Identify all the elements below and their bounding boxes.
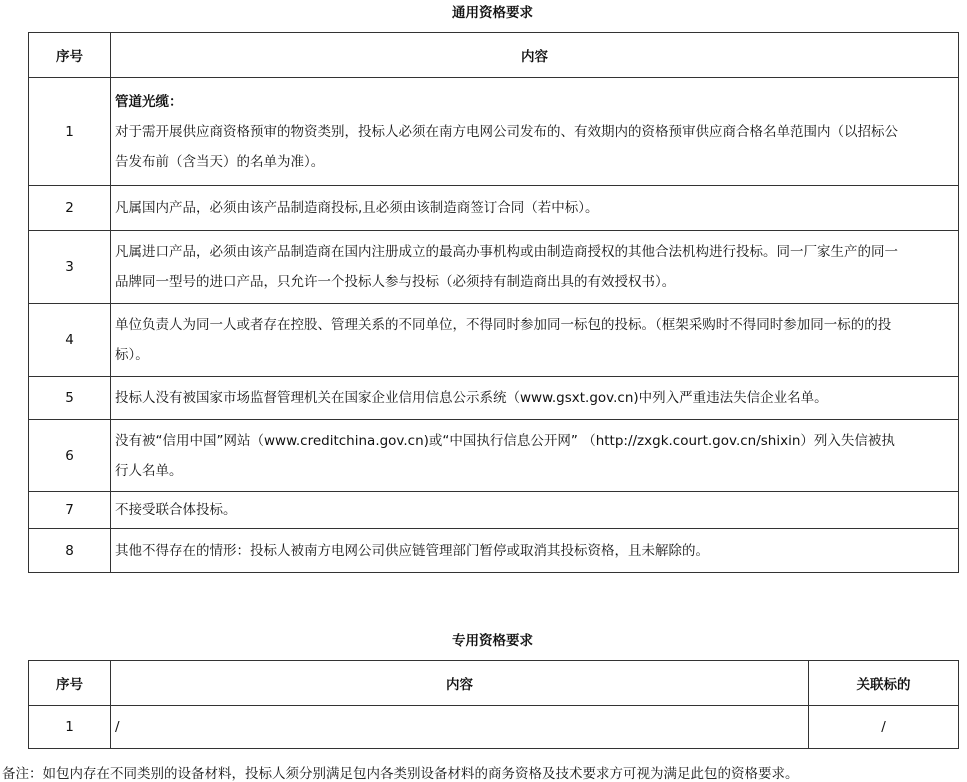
row-content	[111, 231, 959, 304]
row-content: /	[111, 706, 809, 749]
header-seq: 序号	[29, 33, 111, 78]
row-seq: 2	[29, 186, 111, 231]
table-row	[29, 78, 959, 186]
row-text-line: 凡属进口产品，必须由该产品制造商在国内注册成立的最高办事机构或由制造商授权的其他合法机构进行投标。同一厂家生产的同一	[115, 244, 898, 260]
row-seq: 1	[29, 78, 111, 186]
general-requirements-table	[28, 32, 959, 573]
header-related: 关联标的	[809, 661, 959, 706]
table-row	[29, 377, 959, 420]
general-requirements-caption: 通用资格要求	[452, 5, 533, 21]
table-row	[29, 529, 959, 573]
row-seq: 5	[29, 377, 111, 420]
row-content	[111, 492, 959, 529]
footnote: 备注：如包内存在不同类别的设备材料，投标人须分别满足包内各类别设备材料的商务资格及技术要求方可视为满足此包的资格要求。	[2, 766, 799, 782]
table-row	[29, 420, 959, 492]
row-content	[111, 377, 959, 420]
row-text-line: 单位负责人为同一人或者存在控股、管理关系的不同单位，不得同时参加同一标包的投标。（框架采购时不得同时参加同一标的的投	[115, 317, 892, 333]
row-content	[111, 529, 959, 573]
table-row	[29, 304, 959, 377]
row-text-line: 对于需开展供应商资格预审的物资类别，投标人必须在南方电网公司发布的、有效期内的资格预审供应商合格名单范围内（以招标公	[115, 123, 898, 140]
header-seq: 序号	[29, 661, 111, 706]
header-content: 内容	[111, 661, 809, 706]
row-text-line: 没有被“信用中国”网站（www.creditchina.gov.cn)或“中国执行信息公开网” （http://zxgk.court.gov.cn/shixin）列入失信被执	[115, 432, 895, 449]
row-text-line: 凡属国内产品，必须由该产品制造商投标,且必须由该制造商签订合同（若中标）。	[115, 200, 599, 216]
row-content	[111, 186, 959, 231]
special-requirements-table	[28, 660, 959, 749]
row-seq: 7	[29, 492, 111, 529]
row-subtitle: 管道光缆：	[115, 93, 183, 110]
row-seq: 8	[29, 529, 111, 573]
row-text-line: 其他不得存在的情形：投标人被南方电网公司供应链管理部门暂停或取消其投标资格，且未解除的。	[115, 542, 709, 559]
row-content	[111, 78, 959, 186]
row-text-line: 不接受联合体投标。	[115, 502, 237, 518]
row-content	[111, 420, 959, 492]
row-seq: 3	[29, 231, 111, 304]
row-related: /	[809, 706, 959, 749]
row-seq: 4	[29, 304, 111, 377]
table-row	[29, 492, 959, 529]
row-seq: 6	[29, 420, 111, 492]
special-requirements-caption: 专用资格要求	[452, 633, 533, 649]
row-text-line: 品牌同一型号的进口产品，只允许一个投标人参与投标（必须持有制造商出具的有效授权书）。	[115, 274, 676, 290]
table-row	[29, 706, 959, 749]
row-text-line: 行人名单。	[115, 462, 183, 479]
row-content	[111, 304, 959, 377]
row-text-line: 投标人没有被国家市场监督管理机关在国家企业信用信息公示系统（www.gsxt.gov.cn)中列入严重违法失信企业名单。	[115, 390, 828, 406]
table-row	[29, 231, 959, 304]
row-text-line: 告发布前（含当天）的名单为准）。	[115, 153, 325, 170]
row-seq: 1	[29, 706, 111, 749]
table-header-row	[29, 33, 959, 78]
table-row	[29, 186, 959, 231]
table-header-row	[29, 661, 959, 706]
header-content: 内容	[111, 33, 959, 78]
row-text-line: 标）。	[115, 347, 149, 363]
